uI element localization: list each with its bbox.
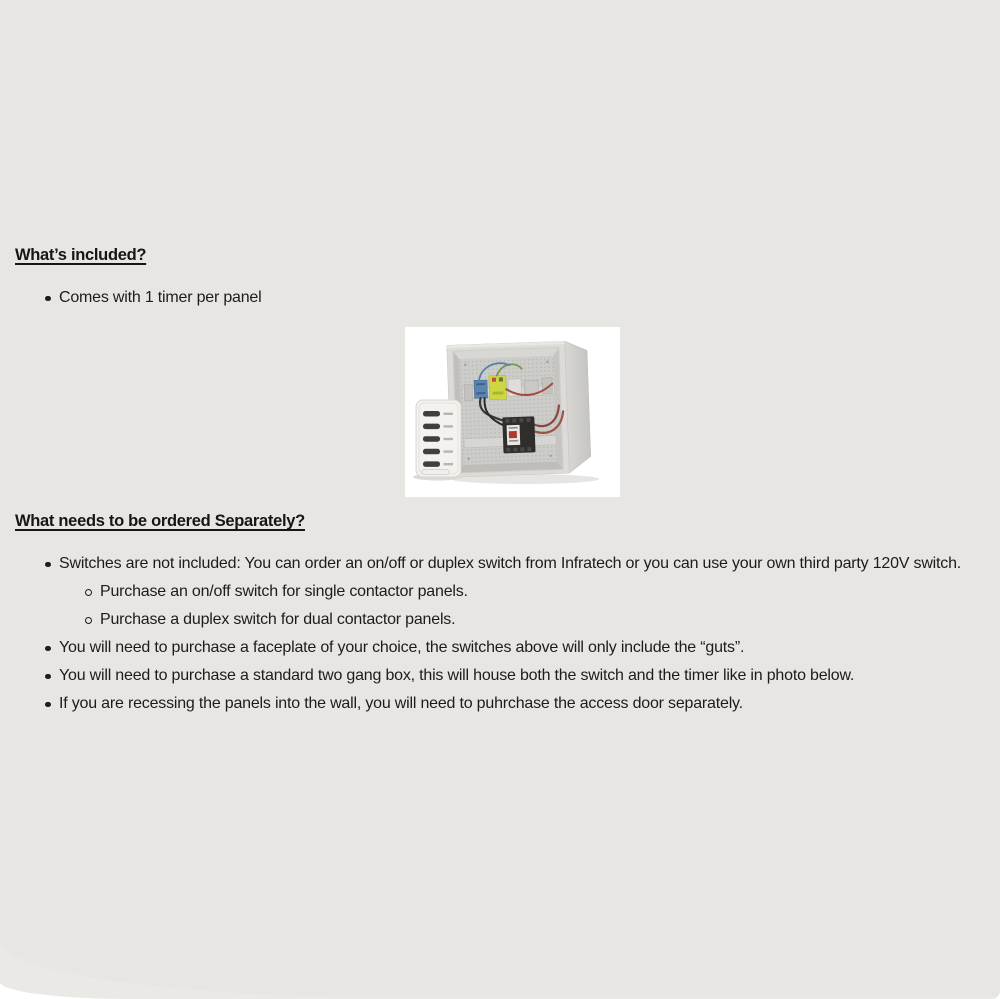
switch-sublist [59, 578, 967, 634]
list-item-text: If you are recessing the panels into the wall, you will need to puhrchase the access door separately. [59, 695, 743, 712]
separately-list [15, 550, 967, 718]
sub-list-item-text: Purchase a duplex switch for dual contactor panels. [100, 611, 456, 628]
enclosure-box [447, 340, 592, 477]
list-item [59, 550, 967, 634]
list-item [59, 634, 967, 662]
product-photo [405, 327, 620, 497]
timer-device [413, 400, 463, 481]
list-item-text: You will need to purchase a standard two gang box, this will house both the switch and the timer like in photo below. [59, 667, 855, 684]
list-item [59, 662, 967, 690]
terminal-block-blue [474, 380, 488, 398]
included-list [15, 284, 967, 312]
heading-whats-included: What’s included? [15, 246, 147, 264]
list-item-text: You will need to purchase a faceplate of your choice, the switches above will only include the “guts”. [59, 639, 745, 656]
list-item-text: Switches are not included: You can order an on/off or duplex switch from Infratech or you can use your own third party 120V switch. [59, 555, 962, 572]
terminal-block-yellow [489, 375, 507, 400]
list-item-text: Comes with 1 timer per panel [59, 289, 262, 306]
product-description [0, 246, 1000, 718]
heading-ordered-separately: What needs to be ordered Separately? [15, 512, 305, 530]
list-item [59, 690, 967, 718]
sub-list-item [100, 606, 967, 634]
list-item [59, 284, 967, 312]
contactor [502, 416, 535, 453]
contactor-panel-with-timer-photo [405, 327, 620, 497]
sub-list-item-text: Purchase an on/off switch for single contactor panels. [100, 583, 468, 600]
sub-list-item [100, 578, 967, 606]
